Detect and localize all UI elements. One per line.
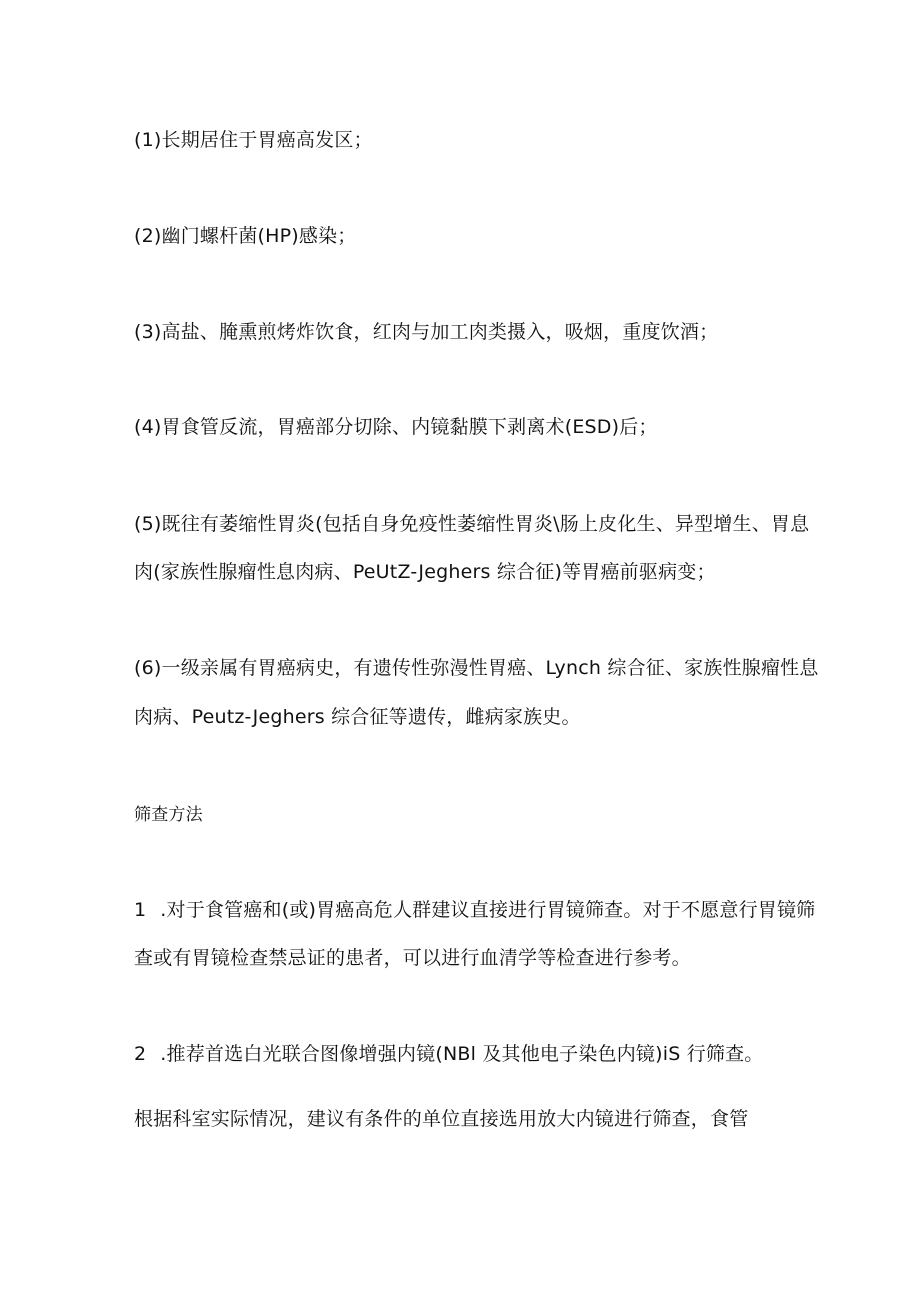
risk-factor-1: (1)长期居住于胃癌高发区； (134, 129, 373, 151)
method-2-text: .推荐首选白光联合图像增强内镜(NBl 及其他电子染色内镜)iS 行筛查。 (160, 1043, 764, 1065)
risk-factor-2: (2)幽门螺杆菌(HP)感染； (134, 225, 357, 247)
risk-factor-6-line-1: (6)一级亲属有胃癌病史，有遗传性弥漫性胃癌、Lynch 综合征、家族性腺瘤性息 (134, 657, 819, 679)
method-1-number: 1 (134, 899, 147, 921)
risk-factor-3: (3)高盐、腌熏煎烤炸饮食，红肉与加工肉类摄入，吸烟，重度饮酒； (134, 321, 719, 343)
method-1-line-2: 查或有胃镜检查禁忌证的患者，可以进行血清学等检查进行参考。 (134, 947, 691, 969)
risk-factor-5-line-1: (5)既往有萎缩性胃炎(包括自身免疫性萎缩性胃炎\肠上皮化生、异型增生、胃息 (134, 513, 810, 535)
method-2-number: 2 (134, 1043, 147, 1065)
risk-factor-5-line-2: 肉(家族性腺瘤性息肉病、PeUtZ-Jeghers 综合征)等胃癌前驱病变； (134, 561, 716, 583)
risk-factor-6-line-2: 肉病、Peutz-Jeghers 综合征等遗传，雌病家族史。 (134, 706, 581, 728)
method-1-text: .对于食管癌和(或)胃癌高危人群建议直接进行胃镜筛查。对于不愿意行胃镜筛 (160, 899, 816, 921)
risk-factor-4: (4)胃食管反流，胃癌部分切除、内镜黏膜下剥离术(ESD)后； (134, 416, 658, 438)
section-heading: 筛查方法 (134, 805, 203, 825)
method-2-line-1 (134, 1042, 794, 1066)
trailing-paragraph: 根据科室实际情况，建议有条件的单位直接选用放大内镜进行筛查，食管 (134, 1108, 749, 1130)
method-1-line-1 (134, 898, 816, 922)
